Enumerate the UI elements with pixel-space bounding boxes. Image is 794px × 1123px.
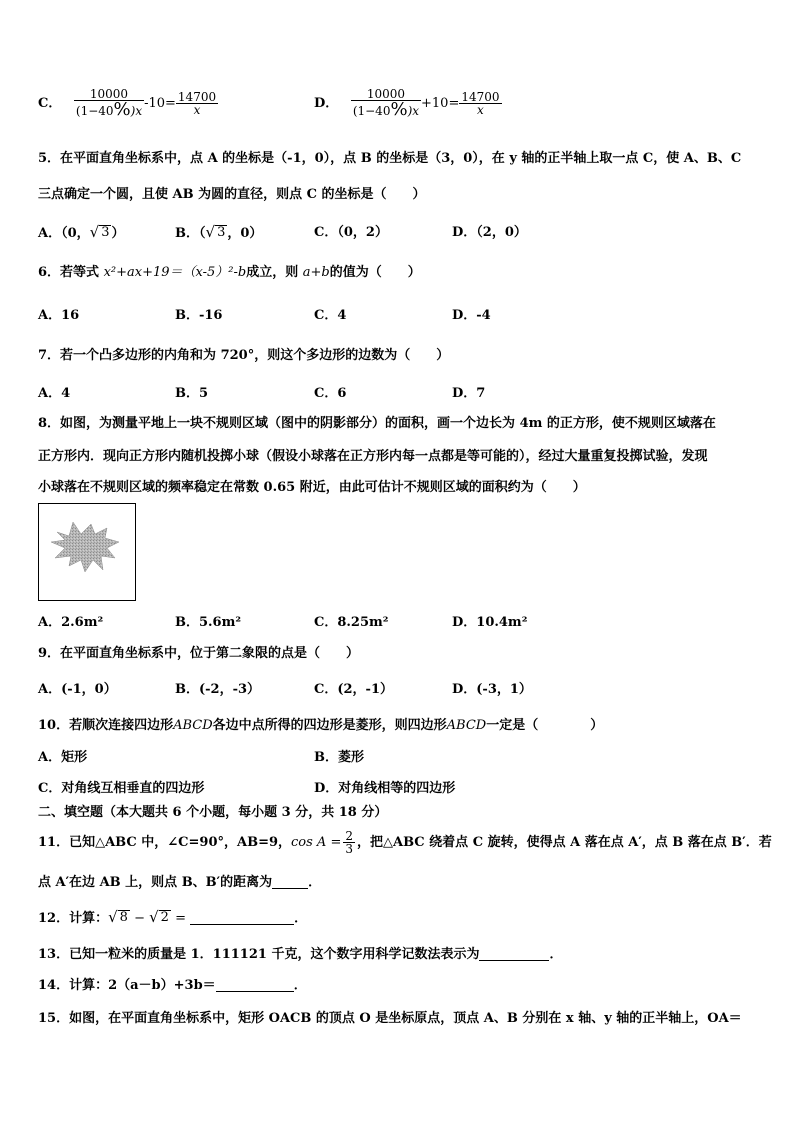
q13-stem [38, 948, 562, 961]
q5-stem-line2: 三点确定一个圆，且使 AB 为圆的直径，则点 C 的坐标是（ ） [38, 187, 426, 202]
q8-option-b [175, 616, 241, 629]
q8-option-c [314, 616, 388, 629]
q5-option-b [175, 225, 262, 240]
q5-option-c: C．（0，2） [314, 225, 388, 240]
q14-end: ． [293, 978, 307, 993]
q8-stem-line3: 小球落在不规则区域的频率稳定在常数 0.65 附近，由此可估计不规则区域的面积约为（ ） [38, 480, 586, 495]
percent-sign: % [390, 99, 408, 120]
radical-sign: √ [205, 223, 216, 241]
q7-option-c: C．6 [314, 386, 347, 401]
q12-stem [38, 910, 307, 925]
fraction [343, 830, 355, 855]
den-part: (1−40 [352, 104, 391, 118]
radical-sign: √ [108, 908, 118, 926]
q8-stem-line2: 正方形内．现向正方形内随机投掷小球（假设小球落在正方形内每一点都是等可能的），经过大量重复投掷试验，发现 [38, 449, 708, 464]
q10-option-a: A．矩形 [38, 750, 88, 765]
q11-cos: cos A = [291, 835, 342, 850]
q10-abcd: ABCD [173, 718, 213, 733]
sqrt [90, 225, 112, 240]
operator: -10= [144, 96, 176, 111]
q6-option-d: D．-4 [452, 308, 491, 323]
fraction [74, 88, 144, 119]
q6-stem [38, 266, 421, 279]
numerator: 2 [345, 829, 353, 843]
option-text: ，0） [227, 226, 263, 241]
denominator: 3 [345, 842, 353, 856]
q9-option-a: A．(-1，0） [38, 682, 117, 697]
q14-stem [38, 979, 307, 992]
q6-pre: 6．若等式 [38, 265, 104, 280]
q14-text: 14．计算：2（a－b）+3b＝ [38, 978, 216, 993]
answer-blank[interactable] [272, 876, 308, 889]
q10-mid: 各边中点所得的四边形是菱形，则四边形 [212, 718, 447, 733]
q15-stem: 15．如图，在平面直角坐标系中，矩形 OACB 的顶点 O 是坐标原点，顶点 A、B 分别在 x 轴、y 轴的正半轴上，OA＝ [38, 1011, 742, 1026]
q10-option-d: D．对角线相等的四边形 [314, 781, 456, 796]
option-text: B．5.6m² [175, 615, 242, 630]
q8-option-d [452, 616, 527, 629]
option-text: A．2.6m² [38, 615, 104, 630]
radicand: 2 [160, 910, 169, 925]
q5-option-d: D．（2，0） [452, 225, 527, 240]
q13-end: ． [549, 947, 563, 962]
numerator: 10000 [89, 87, 129, 101]
irregular-region-shape [39, 504, 135, 600]
q4-option-d [314, 88, 502, 119]
option-text: C．8.25m² [314, 615, 389, 630]
q8-option-a [38, 616, 103, 629]
sqrt [206, 225, 228, 240]
q12-end: ． [294, 911, 308, 926]
option-label: C． [38, 96, 62, 111]
option-text: A．（0， [38, 226, 90, 241]
fraction [351, 88, 421, 119]
q7-option-d: D．7 [452, 386, 486, 401]
option-text: ） [111, 226, 125, 241]
q12-pre: 12．计算： [38, 911, 109, 926]
radicand: 3 [101, 225, 110, 240]
answer-blank[interactable] [479, 948, 549, 961]
option-label: D． [314, 96, 339, 111]
q5-stem-line1: 5．在平面直角坐标系中，点 A 的坐标是（-1，0），点 B 的坐标是（3，0），在 y 轴的正半轴上取一点 C，使 A、B、C [38, 151, 742, 166]
answer-blank[interactable] [190, 912, 294, 925]
q13-text: 13．已知一粒米的质量是 1．111121 千克，这个数字用科学记数法表示为 [38, 947, 480, 962]
sqrt [108, 910, 130, 925]
q10-pre: 10．若顺次连接四边形 [38, 718, 174, 733]
q6-option-b: B．-16 [175, 308, 223, 323]
denominator: x [193, 103, 201, 117]
q11-pre: 11．已知△ABC 中，∠C=90°，AB=9， [38, 835, 292, 850]
q10-stem [38, 719, 603, 732]
q10-end: 一定是（ ） [486, 718, 604, 733]
numerator: 10000 [366, 87, 405, 101]
q9-stem: 9．在平面直角坐标系中，位于第二象限的点是（ ） [38, 646, 360, 661]
radical-sign: √ [89, 223, 100, 241]
radical-sign: √ [149, 908, 159, 926]
q9-option-d: D．(-3，1） [452, 682, 532, 697]
q5-option-a [38, 225, 125, 240]
den-end: )x [407, 104, 420, 118]
numerator: 14700 [461, 90, 500, 104]
denominator [74, 101, 144, 119]
denominator [351, 101, 421, 119]
q11-stem-line1 [38, 830, 772, 855]
q6-end: 的值为（ ） [329, 265, 421, 280]
option-text: D．10.4m² [452, 615, 528, 630]
q7-option-a: A．4 [38, 386, 71, 401]
q6-option-a: A．16 [38, 308, 80, 323]
option-text: B．（ [175, 226, 206, 241]
numerator: 14700 [177, 90, 217, 104]
fraction [459, 91, 501, 116]
equals-sign: = [170, 911, 191, 926]
q10-abcd: ABCD [446, 718, 487, 733]
answer-blank[interactable] [216, 979, 294, 992]
q9-option-c: C．(2，-1） [314, 682, 393, 697]
q10-option-c: C．对角线互相垂直的四边形 [38, 781, 205, 796]
operator: +10= [421, 96, 460, 111]
den-end: )x [130, 104, 143, 118]
q9-option-b: B．(-2，-3） [175, 682, 261, 697]
sqrt [149, 910, 171, 925]
q11-stem-line2 [38, 876, 321, 889]
q10-option-b: B．菱形 [314, 750, 364, 765]
section-heading: 二、填空题（本大题共 6 个小题，每小题 3 分，共 18 分） [38, 805, 388, 820]
q6-post: 成立，则 [246, 265, 303, 280]
radicand: 8 [119, 910, 128, 925]
q11-end: ． [308, 875, 322, 890]
percent-sign: % [113, 99, 131, 120]
q6-expression: x²+ax+19＝（x-5）²-b [103, 265, 247, 280]
q7-stem: 7．若一个凸多边形的内角和为 720°，则这个多边形的边数为（ ） [38, 348, 450, 363]
q6-option-c: C．4 [314, 308, 347, 323]
q7-option-b: B．5 [175, 386, 209, 401]
radicand: 3 [217, 225, 226, 240]
fraction [176, 91, 218, 116]
q11-line2: 点 A′在边 AB 上，则点 B、B′的距离为 [38, 875, 273, 890]
q11-post: ，把△ABC 绕着点 C 旋转，使得点 A 落在点 A′，点 B 落在点 B′．若 [356, 835, 772, 850]
den-part: (1−40 [75, 104, 114, 118]
q8-square-figure [38, 503, 136, 601]
denominator: x [477, 103, 484, 117]
minus-sign: − [129, 911, 150, 926]
q8-stem-line1: 8．如图，为测量平地上一块不规则区域（图中的阴影部分）的面积，画一个边长为 4m 的正方形，使不规则区域落在 [38, 416, 716, 431]
q6-ab: a+b [302, 265, 330, 280]
q4-option-c [38, 88, 218, 119]
